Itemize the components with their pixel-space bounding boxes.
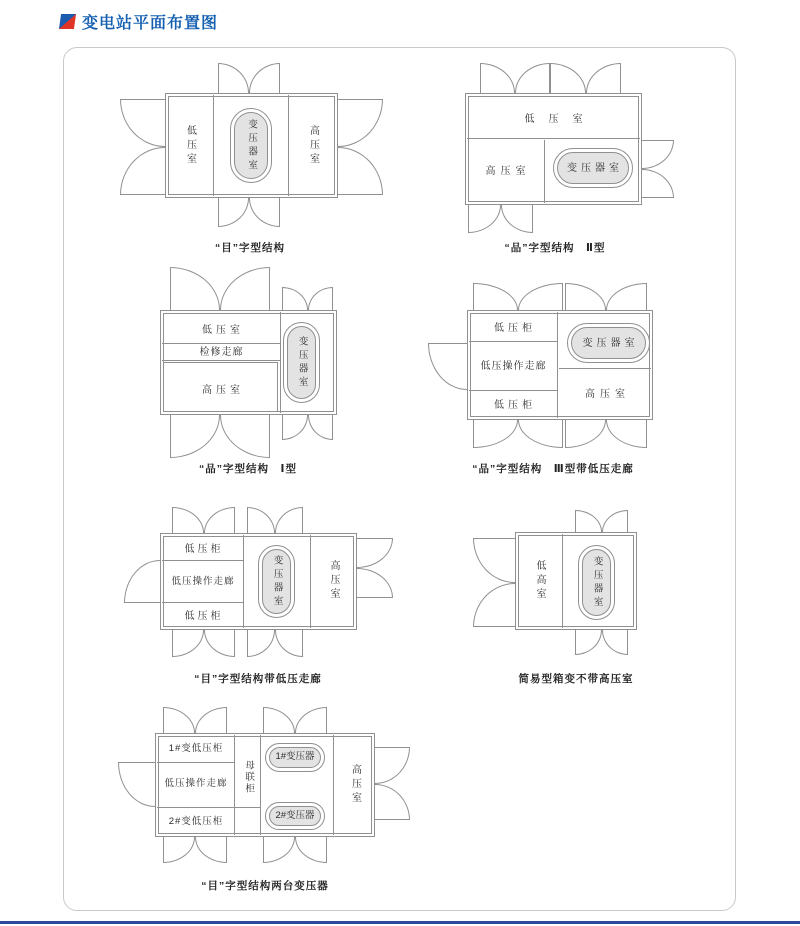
room-label-lv-cabinet-2: 2#变低压柜	[168, 815, 224, 827]
room-label-high-voltage: 高压室	[328, 560, 339, 602]
diagram-caption: “目”字型结构带低压走廊	[194, 673, 322, 685]
diagram-caption: “目”字型结构两台变压器	[201, 880, 329, 892]
room-label-transformer: 变压器室	[296, 335, 308, 390]
room-label-low-voltage: 低压室	[524, 113, 597, 125]
room-label-transformer-1: 1#变压器	[275, 751, 315, 763]
partition-line	[557, 312, 558, 418]
room-label-high-voltage: 高压室	[202, 384, 244, 396]
room-label-transformer-2: 2#变压器	[275, 809, 315, 821]
partition-line	[559, 368, 651, 369]
transformer-chamber	[258, 545, 295, 618]
partition-line	[260, 735, 261, 835]
partition-line	[280, 312, 281, 413]
transformer-chamber-2	[265, 802, 325, 830]
transformer-chamber-1	[265, 743, 325, 772]
partition-line	[243, 535, 244, 628]
diagram-caption: 简易型箱变不带高压室	[518, 673, 634, 685]
partition-line	[213, 95, 214, 196]
transformer-chamber	[567, 323, 650, 363]
transformer-chamber	[578, 545, 615, 620]
partition-line	[157, 762, 234, 763]
partition-line	[469, 341, 557, 342]
room-label-high-voltage: 高压室	[585, 388, 630, 400]
room-label-high-voltage: 高压室	[307, 125, 319, 167]
room-label-lv-cabinet: 低压柜	[494, 399, 536, 411]
room-label-lv-cabinet-1: 1#变低压柜	[168, 742, 224, 754]
partition-line	[288, 95, 289, 196]
room-label-lv-operating-corridor: 低压操作走廊	[164, 778, 228, 790]
partition-line	[157, 807, 260, 808]
partition-line	[234, 735, 235, 835]
transformer-chamber	[553, 148, 633, 188]
room-label-lv-cabinet: 低压柜	[494, 322, 536, 334]
room-label-low-voltage: 低压室	[202, 324, 244, 336]
page-title: 变电站平面布置图	[82, 15, 219, 32]
partition-line	[562, 534, 563, 628]
section-flag-icon	[59, 14, 76, 29]
diagram-caption: “品”字型结构 Ⅱ型	[504, 242, 606, 254]
room-label-lv-cabinet: 低压柜	[184, 610, 224, 622]
partition-line	[162, 602, 243, 603]
partition-line	[544, 140, 545, 203]
footer-divider	[0, 921, 800, 924]
partition-line	[469, 390, 557, 391]
room-label-low-high: 低高室	[534, 560, 545, 602]
diagram-caption: “目”字型结构	[215, 242, 285, 254]
room-label-lv-cabinet: 低压柜	[184, 543, 224, 555]
partition-line	[162, 360, 280, 361]
room-label-maintenance-corridor: 检修走廊	[199, 346, 244, 358]
room-label-transformer: 变压器室	[271, 554, 283, 609]
room-label-transformer: 变压器室	[567, 162, 623, 174]
transformer-chamber	[283, 322, 320, 403]
partition-line	[333, 735, 334, 835]
room-label-lv-operating-corridor: 低压操作走廊	[480, 361, 547, 372]
room-label-bus-tie-cabinet: 母联柜	[243, 759, 255, 795]
room-label-transformer: 变压器室	[246, 118, 258, 173]
room-label-lv-operating-corridor: 低压操作走廊	[171, 575, 235, 587]
room-label-high-voltage: 高压室	[349, 764, 361, 806]
room-label-high-voltage: 高压室	[485, 166, 531, 177]
room-label-transformer: 变压器室	[582, 337, 639, 349]
diagram-caption: “品”字型结构 Ⅲ型带低压走廊	[472, 463, 634, 475]
room-label-low-voltage: 低压室	[184, 125, 196, 167]
room-label-transformer: 变压器室	[591, 555, 603, 610]
partition-line	[162, 560, 243, 561]
partition-line	[310, 535, 311, 628]
transformer-chamber	[230, 108, 272, 183]
page-header	[60, 10, 218, 33]
diagram-caption: “品”字型结构 Ⅰ型	[199, 463, 297, 475]
partition-line	[467, 138, 640, 139]
